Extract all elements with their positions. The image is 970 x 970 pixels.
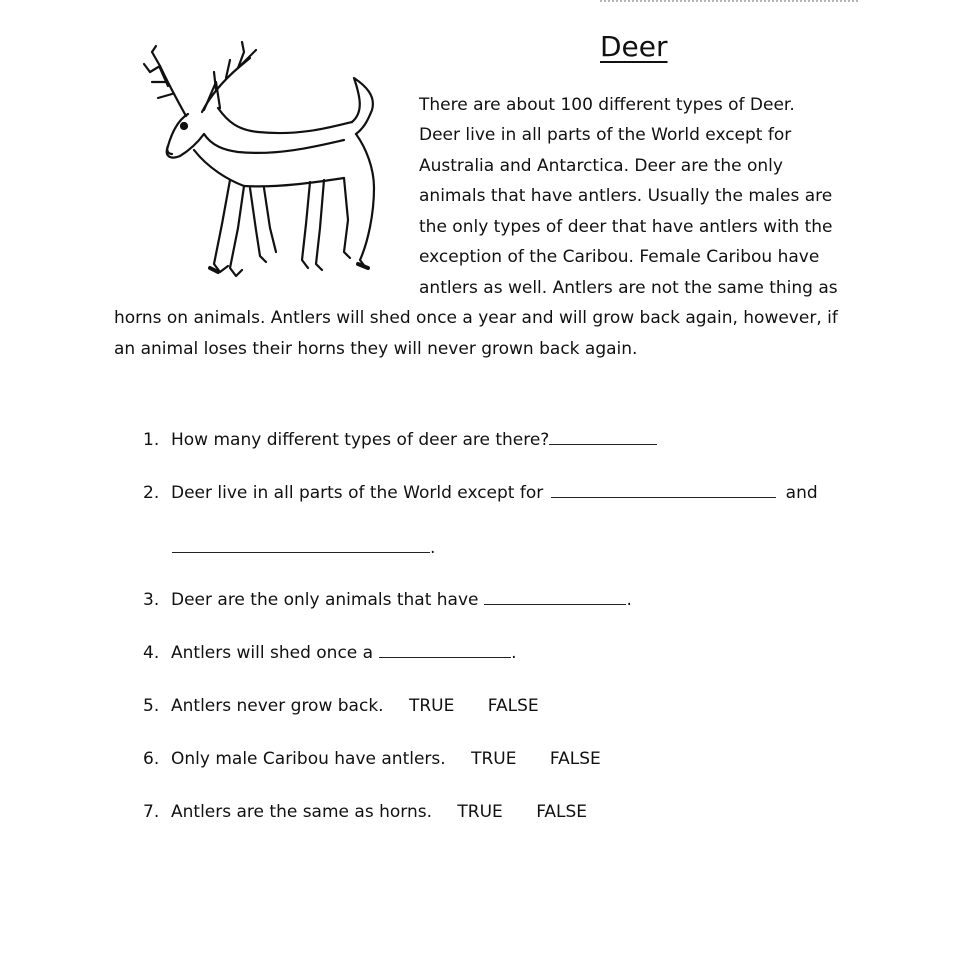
question-5 (143, 696, 539, 716)
passage-line: exception of the Caribou. Female Caribou have (419, 247, 820, 267)
top-dotted-border (600, 0, 858, 6)
question-4 (143, 643, 516, 663)
passage-line: Australia and Antarctica. Deer are the only (419, 156, 783, 176)
passage-line: horns on animals. Antlers will shed once a year and will grow back again, however, if (114, 308, 838, 328)
question-end: . (626, 590, 632, 610)
question-text: Antlers never grow back. (171, 696, 384, 716)
false-option[interactable]: FALSE (487, 696, 539, 716)
question-number: 4. (143, 643, 160, 663)
question-7 (143, 802, 587, 822)
question-tail: and (785, 483, 818, 503)
question-text: How many different types of deer are there? (171, 430, 550, 450)
passage-line: an animal loses their horns they will never grown back again. (114, 339, 638, 359)
deer-illustration (138, 38, 398, 288)
question-text: Antlers are the same as horns. (171, 802, 432, 822)
passage-line: the only types of deer that have antlers with the (419, 217, 833, 237)
passage-line: antlers as well. Antlers are not the same thing as (419, 278, 838, 298)
question-number: 2. (143, 483, 160, 503)
passage-line: There are about 100 different types of Deer. (419, 95, 795, 115)
true-option[interactable]: TRUE (471, 749, 517, 769)
question-text: Deer are the only animals that have (171, 590, 479, 610)
question-number: 7. (143, 802, 160, 822)
question-text: Only male Caribou have antlers. (171, 749, 446, 769)
question-end: . (511, 643, 517, 663)
question-2 (143, 483, 818, 503)
question-number: 6. (143, 749, 160, 769)
answer-blank[interactable] (549, 431, 657, 445)
passage-line: Deer live in all parts of the World except for (419, 125, 792, 145)
answer-blank[interactable] (484, 591, 626, 605)
question-text: Deer live in all parts of the World except for (171, 483, 544, 503)
question-end: . (430, 538, 436, 558)
false-option[interactable]: FALSE (536, 802, 588, 822)
question-number: 5. (143, 696, 160, 716)
answer-blank[interactable] (379, 644, 511, 658)
question-1 (143, 430, 657, 450)
question-6 (143, 749, 601, 769)
answer-blank[interactable] (551, 484, 776, 498)
question-number: 1. (143, 430, 160, 450)
question-text: Antlers will shed once a (171, 643, 374, 663)
question-2-continued (172, 538, 435, 558)
true-option[interactable]: TRUE (457, 802, 503, 822)
true-option[interactable]: TRUE (408, 696, 455, 716)
false-option[interactable]: FALSE (549, 749, 601, 769)
page-title: Deer (600, 30, 668, 63)
question-3 (143, 590, 632, 610)
passage-line: animals that have antlers. Usually the males are (419, 186, 833, 206)
answer-blank[interactable] (172, 539, 430, 553)
question-number: 3. (143, 590, 160, 610)
